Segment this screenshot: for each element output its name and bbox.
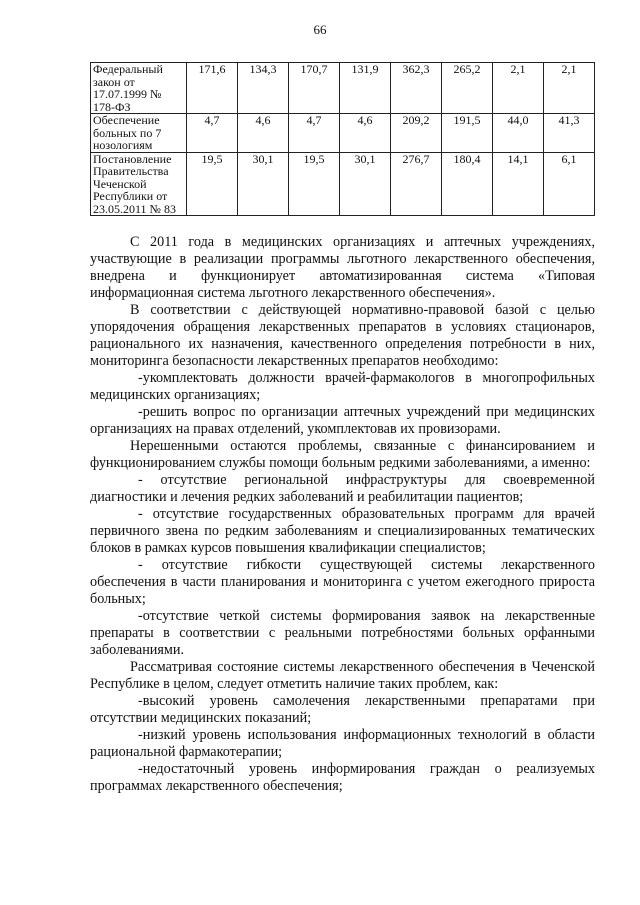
page-number: 66 xyxy=(313,22,327,37)
table-cell: 30,1 xyxy=(340,152,391,216)
list-item: -укомплектовать должности врачей-фармакологов в многопрофильных медицинских организациях; xyxy=(90,370,595,403)
table-cell: 44,0 xyxy=(493,114,544,153)
table-cell: 170,7 xyxy=(289,63,340,114)
table-row xyxy=(91,63,595,114)
table-cell: 19,5 xyxy=(187,152,238,216)
paragraph: С 2011 года в медицинских организациях и аптечных учреждениях, участвующие в реализации программы льготного лекарственного обеспечения, внедрена и функционирует автоматизированная система «Типовая информационная система льготного лекарственного обеспечения». xyxy=(90,234,595,301)
list-item: - отсутствие гибкости существующей системы лекарственного обеспечения в части планирования и мониторинга с учетом ежегодного прироста больных; xyxy=(90,557,595,607)
body-text xyxy=(90,234,595,795)
paragraph: В соответствии с действующей нормативно-правовой базой с целью упорядочения обращения лекарственных препаратов в условиях стационаров, рационального их назначения, качественного определения потребности в них, мониторинга безопасности лекарственных препаратов необходимо: xyxy=(90,302,595,369)
list-item: -отсутствие четкой системы формирования заявок на лекарственные препараты в соответствии с реальными потребностями больных орфанными заболеваниями. xyxy=(90,608,595,658)
table-cell: 41,3 xyxy=(544,114,595,153)
list-item: - отсутствие региональной инфраструктуры для своевременной диагностики и лечения редких заболеваний и реабилитации пациентов; xyxy=(90,472,595,505)
list-item: -решить вопрос по организации аптечных учреждений при медицинских организациях на правах отделений, укомплектовав их провизорами. xyxy=(90,404,595,437)
table-cell: 191,5 xyxy=(442,114,493,153)
table-cell: 2,1 xyxy=(493,63,544,114)
table-row-label: Федеральный закон от 17.07.1999 № 178-ФЗ xyxy=(91,63,187,114)
table-cell: 4,6 xyxy=(340,114,391,153)
table-cell: 362,3 xyxy=(391,63,442,114)
table-cell: 276,7 xyxy=(391,152,442,216)
list-item: - отсутствие государственных образовательных программ для врачей первичного звена по редким заболеваниям и специализированных тематических блоков в рамках курсов повышения квалификации специалистов; xyxy=(90,506,595,556)
list-item: -низкий уровень использования информационных технологий в области рациональной фармакотерапии; xyxy=(90,727,595,760)
table-cell: 265,2 xyxy=(442,63,493,114)
table-cell: 4,7 xyxy=(187,114,238,153)
table-cell: 4,6 xyxy=(238,114,289,153)
table-cell: 4,7 xyxy=(289,114,340,153)
paragraph: Рассматривая состояние системы лекарственного обеспечения в Чеченской Республике в целом, следует отметить наличие таких проблем, как: xyxy=(90,659,595,692)
list-item: -недостаточный уровень информирования граждан о реализуемых программах лекарственного обеспечения; xyxy=(90,761,595,794)
table-cell: 171,6 xyxy=(187,63,238,114)
table-cell: 6,1 xyxy=(544,152,595,216)
table-cell: 131,9 xyxy=(340,63,391,114)
table-row-label: Постановление Правительства Чеченской Республики от 23.05.2011 № 83 xyxy=(91,152,187,216)
table-cell: 19,5 xyxy=(289,152,340,216)
table-row xyxy=(91,114,595,153)
table-cell: 180,4 xyxy=(442,152,493,216)
paragraph: Нерешенными остаются проблемы, связанные с финансированием и функционированием службы помощи больным редкими заболеваниями, а именно: xyxy=(90,438,595,471)
table-cell: 209,2 xyxy=(391,114,442,153)
list-item: -высокий уровень самолечения лекарственными препаратами при отсутствии медицинских показаний; xyxy=(90,693,595,726)
table-cell: 14,1 xyxy=(493,152,544,216)
drug-provision-table xyxy=(90,62,595,216)
table-row xyxy=(91,152,595,216)
table-cell: 30,1 xyxy=(238,152,289,216)
table-cell: 2,1 xyxy=(544,63,595,114)
table-cell: 134,3 xyxy=(238,63,289,114)
table-row-label: Обеспечение больных по 7 нозологиям xyxy=(91,114,187,153)
